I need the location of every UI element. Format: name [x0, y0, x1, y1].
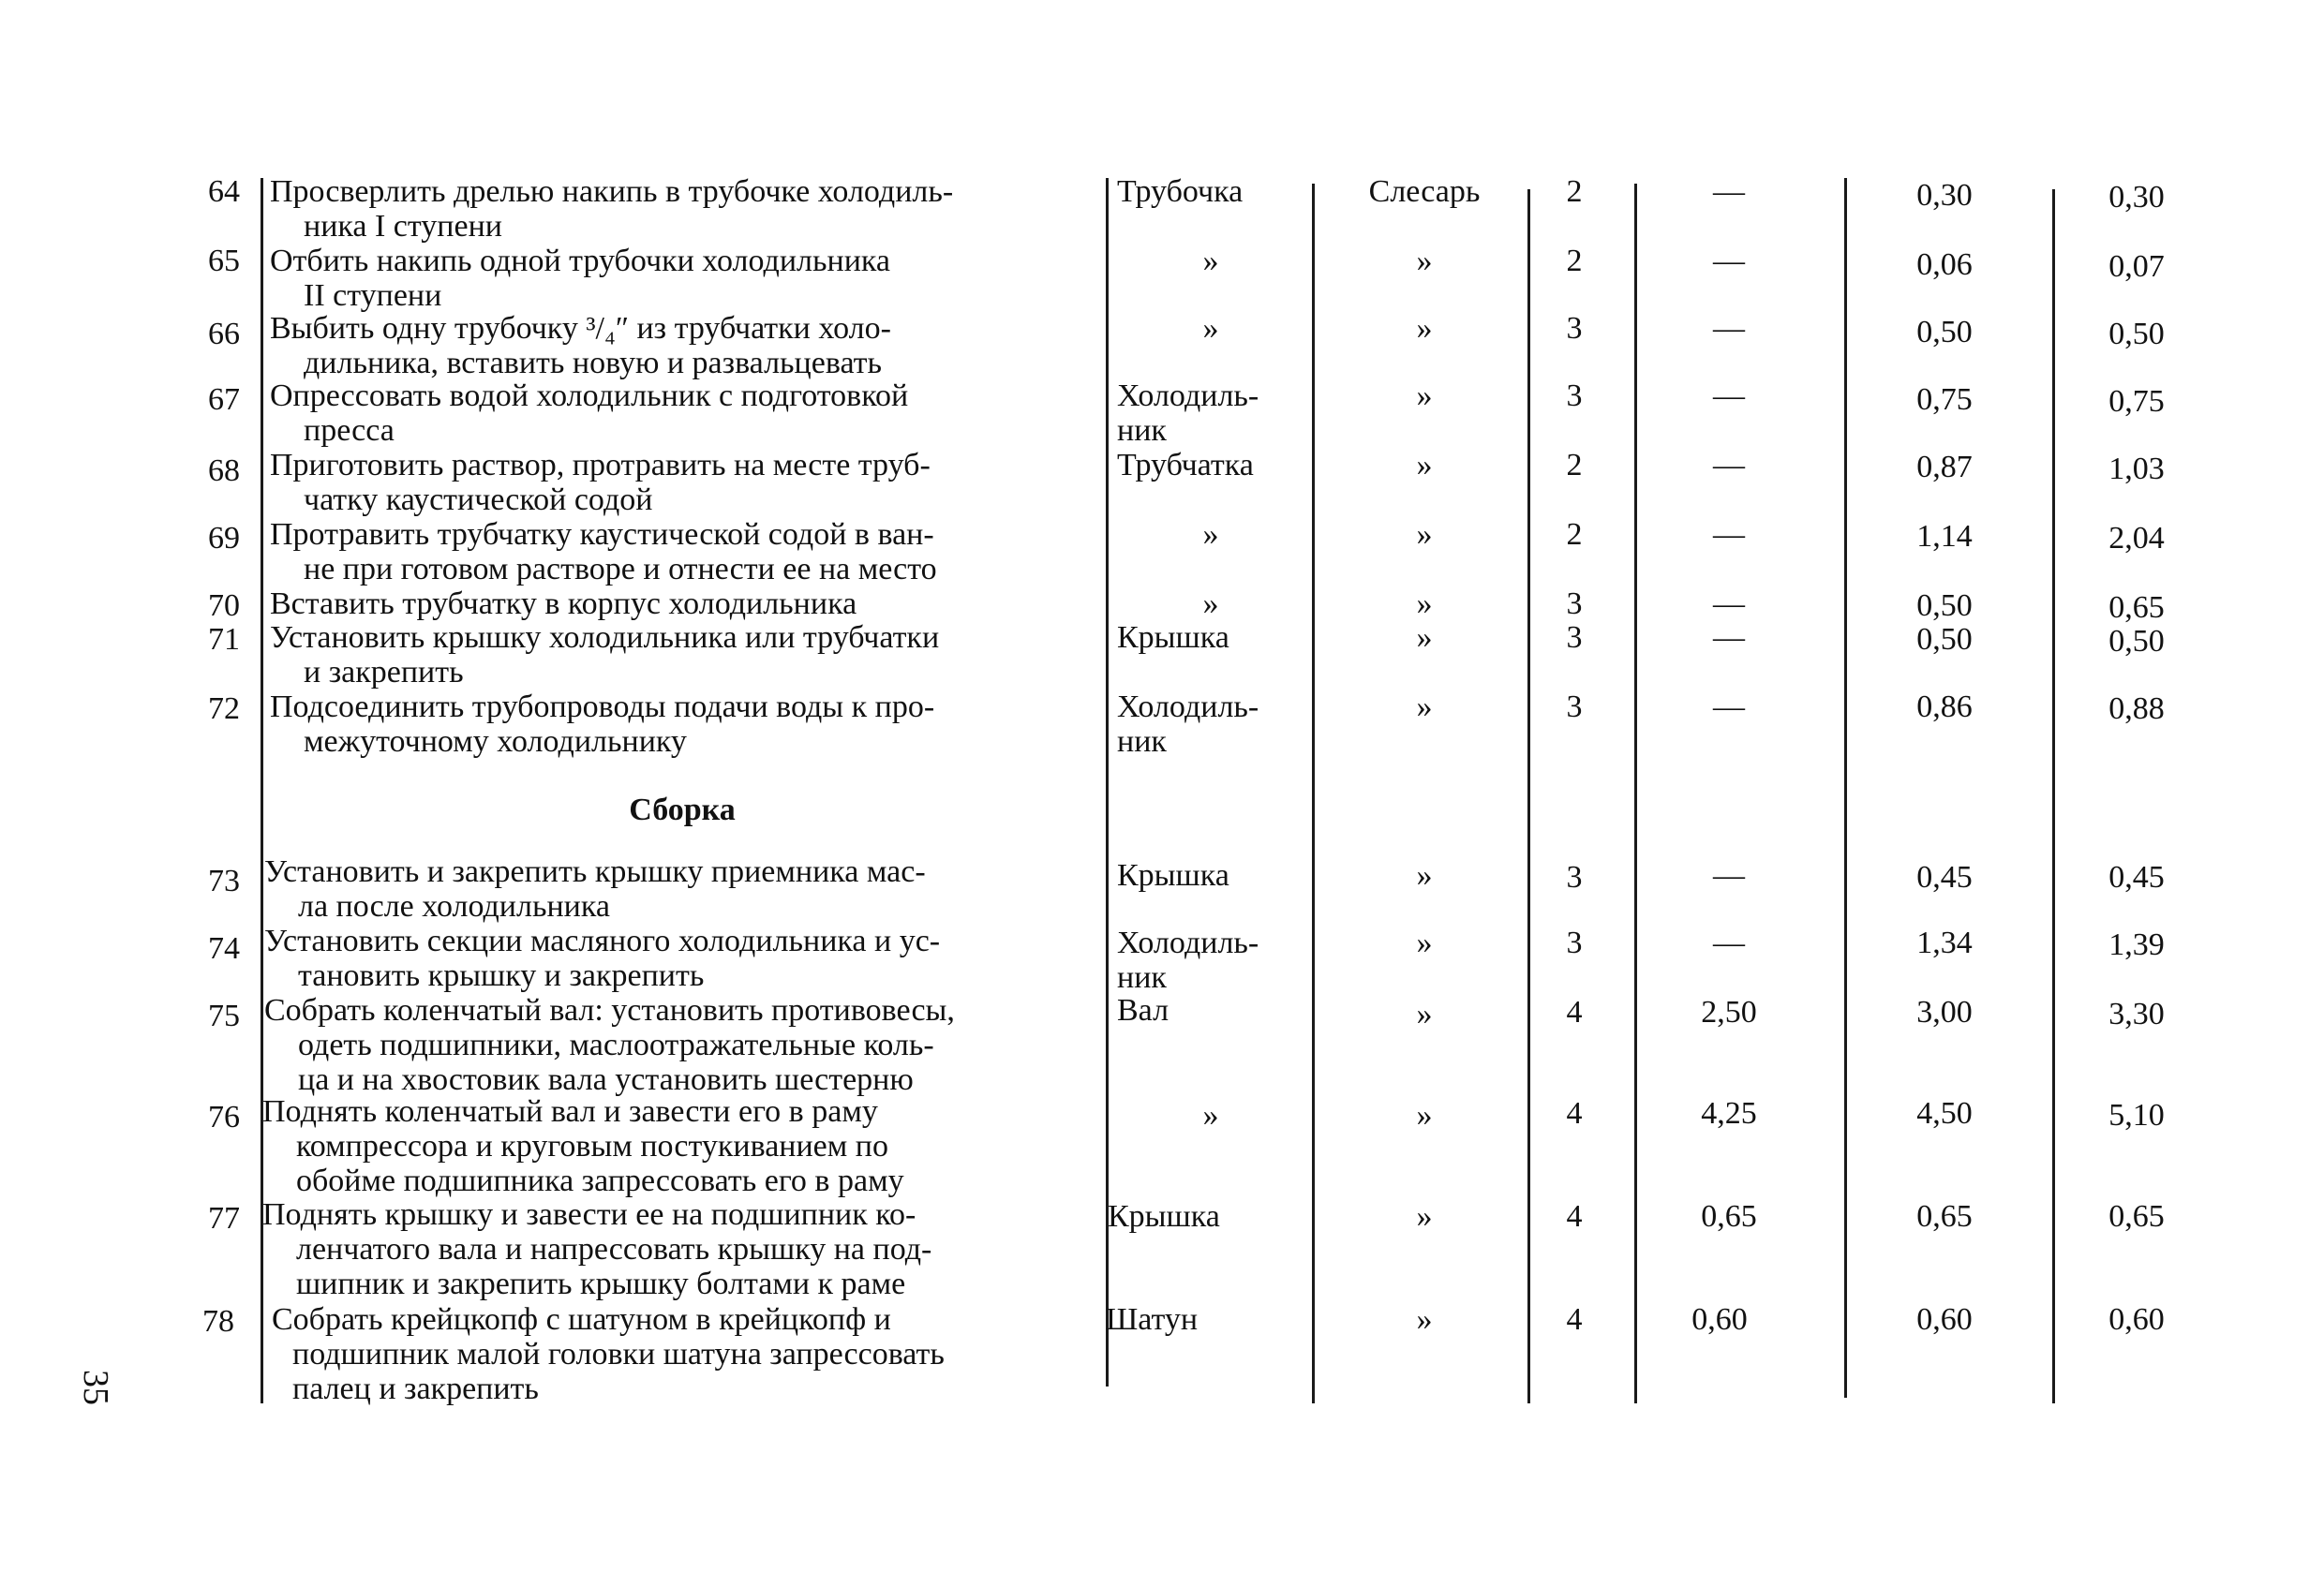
operation-description: [270, 620, 1095, 690]
row-number: 69: [208, 521, 240, 556]
norm-value-3: 0,75: [2108, 384, 2165, 419]
column-rule: [1527, 189, 1530, 1403]
worker-grade: 3: [1566, 860, 1583, 895]
description-line: одеть подшипники, маслоотражательные коль-: [298, 1028, 934, 1062]
row-number: 70: [208, 588, 240, 623]
worker-grade: 3: [1566, 926, 1583, 960]
description-line: Установить и закрепить крышку приемника мас-: [264, 854, 926, 889]
row-number: 78: [202, 1304, 234, 1339]
description-line: компрессора и круговым постукиванием по: [296, 1129, 888, 1164]
norm-value-2: 0,06: [1916, 247, 1973, 282]
worker-grade: 3: [1566, 311, 1583, 346]
norm-value-3: 0,45: [2108, 860, 2165, 895]
worker-profession: »: [1416, 586, 1433, 621]
description-line: Установить крышку холодильника или трубчатки: [270, 620, 940, 655]
row-number: 71: [208, 622, 240, 657]
description-line: Выбить одну трубочку ³/₄″ из трубчатки холо-: [270, 311, 891, 346]
worker-grade: 2: [1566, 448, 1583, 482]
row-number: 73: [208, 864, 240, 898]
object-name: »: [1202, 311, 1219, 346]
norm-value-1: —: [1713, 586, 1745, 621]
row-number: 76: [208, 1100, 240, 1135]
operation-description: [270, 244, 1095, 313]
norm-value-2: 0,50: [1916, 315, 1973, 349]
operation-description: [270, 448, 1095, 517]
operation-description: [270, 311, 1095, 380]
description-line: Отбить накипь одной трубочки холодильника: [270, 244, 890, 278]
object-name: Крышка: [1108, 1199, 1220, 1234]
row-number: 66: [208, 317, 240, 351]
worker-grade: 4: [1566, 1096, 1583, 1131]
description-line: Просверлить дрелью накипь в трубочке холодиль-: [270, 174, 954, 209]
norm-value-3: 5,10: [2108, 1098, 2165, 1133]
description-line: Подсоединить трубопроводы подачи воды к про-: [270, 690, 935, 724]
description-line: Опрессовать водой холодильник с подготовкой: [270, 378, 909, 413]
row-number: 67: [208, 382, 240, 417]
description-line: шипник и закрепить крышку болтами к раме: [296, 1267, 906, 1301]
norm-value-3: 0,60: [2108, 1302, 2165, 1337]
column-rule: [2052, 189, 2055, 1403]
norm-value-2: 0,30: [1916, 178, 1973, 213]
worker-profession: »: [1416, 1199, 1433, 1234]
norm-value-3: 1,03: [2108, 452, 2165, 486]
worker-profession: »: [1416, 620, 1433, 655]
column-rule: [1312, 184, 1315, 1403]
operation-description: [264, 924, 1089, 993]
description-line: Поднять крышку и завести ее на подшипник ко-: [262, 1197, 916, 1232]
norm-value-1: 0,60: [1691, 1302, 1748, 1337]
object-name: Холодиль- ник: [1117, 926, 1259, 995]
norm-value-1: —: [1713, 620, 1745, 655]
worker-profession: »: [1416, 858, 1433, 893]
norm-value-3: 0,30: [2108, 180, 2165, 215]
worker-profession: »: [1416, 244, 1433, 278]
object-name: Трубчатка: [1117, 448, 1254, 482]
worker-profession: »: [1416, 311, 1433, 346]
worker-grade: 4: [1566, 995, 1583, 1030]
norm-value-1: —: [1713, 311, 1745, 346]
description-line: палец и закрепить: [292, 1372, 539, 1406]
norm-value-1: —: [1713, 690, 1745, 724]
norm-value-2: 3,00: [1916, 995, 1973, 1030]
object-name: »: [1202, 586, 1219, 621]
norm-value-2: 0,86: [1916, 690, 1973, 724]
norm-value-1: —: [1713, 448, 1745, 482]
operation-description: [270, 174, 1095, 244]
worker-profession: »: [1416, 1302, 1433, 1337]
worker-grade: 2: [1566, 517, 1583, 552]
object-name: Шатун: [1106, 1302, 1199, 1337]
norm-value-1: 2,50: [1701, 995, 1757, 1030]
norm-value-1: 4,25: [1701, 1096, 1757, 1131]
norm-value-1: —: [1713, 858, 1745, 893]
worker-grade: 3: [1566, 586, 1583, 621]
norm-value-3: 1,39: [2108, 927, 2165, 962]
operation-description: [264, 854, 1089, 924]
norm-value-1: —: [1713, 174, 1745, 209]
description-line: и закрепить: [304, 655, 464, 690]
row-number: 74: [208, 931, 240, 966]
norm-value-3: 0,50: [2108, 317, 2165, 351]
description-line: не при готовом растворе и отнести ее на место: [304, 552, 937, 586]
description-line: обойме подшипника запрессовать его в раму: [296, 1164, 904, 1198]
description-line: ника I ступени: [304, 209, 502, 244]
operation-description: [270, 517, 1095, 586]
worker-grade: 2: [1566, 244, 1583, 278]
column-rule: [1844, 178, 1847, 1398]
operation-description: [270, 690, 1095, 759]
description-line: ленчатого вала и напрессовать крышку на под-: [296, 1232, 932, 1267]
object-name: »: [1202, 244, 1219, 278]
norm-value-1: —: [1713, 517, 1745, 552]
worker-profession: »: [1416, 926, 1433, 960]
worker-profession: Слесарь: [1368, 174, 1481, 209]
operation-description: [272, 1302, 1096, 1406]
description-line: Приготовить раствор, протравить на месте труб-: [270, 448, 931, 482]
section-title: Сборка: [629, 793, 736, 827]
description-line: Протравить трубчатку каустической содой в ван-: [270, 517, 934, 552]
worker-grade: 3: [1566, 690, 1583, 724]
norm-value-3: 0,50: [2108, 624, 2165, 659]
norm-value-3: 2,04: [2108, 521, 2165, 556]
operation-description: [264, 993, 1089, 1097]
description-line: Собрать крейцкопф с шатуном в крейцкопф и: [272, 1302, 891, 1337]
norm-value-2: 1,34: [1916, 926, 1973, 960]
norm-value-2: 0,50: [1916, 622, 1973, 657]
object-name: Холодиль- ник: [1117, 690, 1259, 759]
description-line: ца и на хвостовик вала установить шестерню: [298, 1062, 914, 1097]
worker-grade: 3: [1566, 620, 1583, 655]
description-line: Установить секции масляного холодильника и ус-: [264, 924, 941, 958]
norm-value-2: 0,65: [1916, 1199, 1973, 1234]
row-number: 65: [208, 244, 240, 278]
norm-value-1: —: [1713, 378, 1745, 413]
norm-value-1: —: [1713, 926, 1745, 960]
norm-value-2: 0,87: [1916, 450, 1973, 484]
description-line: II ступени: [304, 278, 442, 313]
norm-value-2: 0,60: [1916, 1302, 1973, 1337]
object-name: »: [1202, 517, 1219, 552]
description-line: межуточному холодильнику: [304, 724, 687, 759]
operation-description: [262, 1197, 1087, 1301]
description-line: дильника, вставить новую и развальцевать: [304, 346, 883, 380]
norm-value-3: 0,88: [2108, 691, 2165, 726]
norm-value-3: 0,65: [2108, 590, 2165, 625]
object-name: Трубочка: [1117, 174, 1244, 209]
worker-grade: 2: [1566, 174, 1583, 209]
worker-grade: 3: [1566, 378, 1583, 413]
norm-value-1: —: [1713, 244, 1745, 278]
row-number: 72: [208, 691, 240, 726]
row-number: 75: [208, 999, 240, 1033]
norm-value-3: 3,30: [2108, 997, 2165, 1031]
object-name: Вал: [1117, 993, 1169, 1028]
worker-profession: »: [1416, 690, 1433, 724]
description-line: ла после холодильника: [298, 889, 610, 924]
column-rule: [1634, 184, 1637, 1403]
object-name: Холодиль- ник: [1117, 378, 1259, 448]
description-line: Поднять коленчатый вал и завести его в раму: [262, 1094, 878, 1129]
operation-description: [262, 1094, 1087, 1198]
norm-value-2: 0,75: [1916, 382, 1973, 417]
worker-profession: »: [1416, 378, 1433, 413]
worker-profession: »: [1416, 448, 1433, 482]
row-number: 77: [208, 1201, 240, 1236]
worker-profession: »: [1416, 1098, 1433, 1133]
norm-value-3: 0,07: [2108, 249, 2165, 284]
norm-value-2: 1,14: [1916, 519, 1973, 554]
description-line: пресса: [304, 413, 395, 448]
operation-description: Вставить трубчатку в корпус холодильника: [270, 586, 857, 621]
row-number: 68: [208, 453, 240, 488]
norm-value-2: 4,50: [1916, 1096, 1973, 1131]
object-name: Крышка: [1117, 620, 1229, 655]
operation-description: [270, 378, 1095, 448]
description-line: Собрать коленчатый вал: установить противовесы,: [264, 993, 955, 1028]
row-number: 64: [208, 174, 240, 209]
description-line: чатку каустической содой: [304, 482, 653, 517]
worker-profession: »: [1416, 517, 1433, 552]
worker-grade: 4: [1566, 1302, 1583, 1337]
object-name: Крышка: [1117, 858, 1229, 893]
description-line: подшипник малой головки шатуна запрессовать: [292, 1337, 945, 1372]
description-line: тановить крышку и закрепить: [298, 958, 705, 993]
norm-value-2: 0,45: [1916, 860, 1973, 895]
norm-value-2: 0,50: [1916, 588, 1973, 623]
norm-value-3: 0,65: [2108, 1199, 2165, 1234]
object-name: »: [1202, 1098, 1219, 1133]
norm-value-1: 0,65: [1701, 1199, 1757, 1234]
page-number: 35: [76, 1370, 115, 1405]
worker-profession: »: [1416, 997, 1433, 1031]
worker-grade: 4: [1566, 1199, 1583, 1234]
